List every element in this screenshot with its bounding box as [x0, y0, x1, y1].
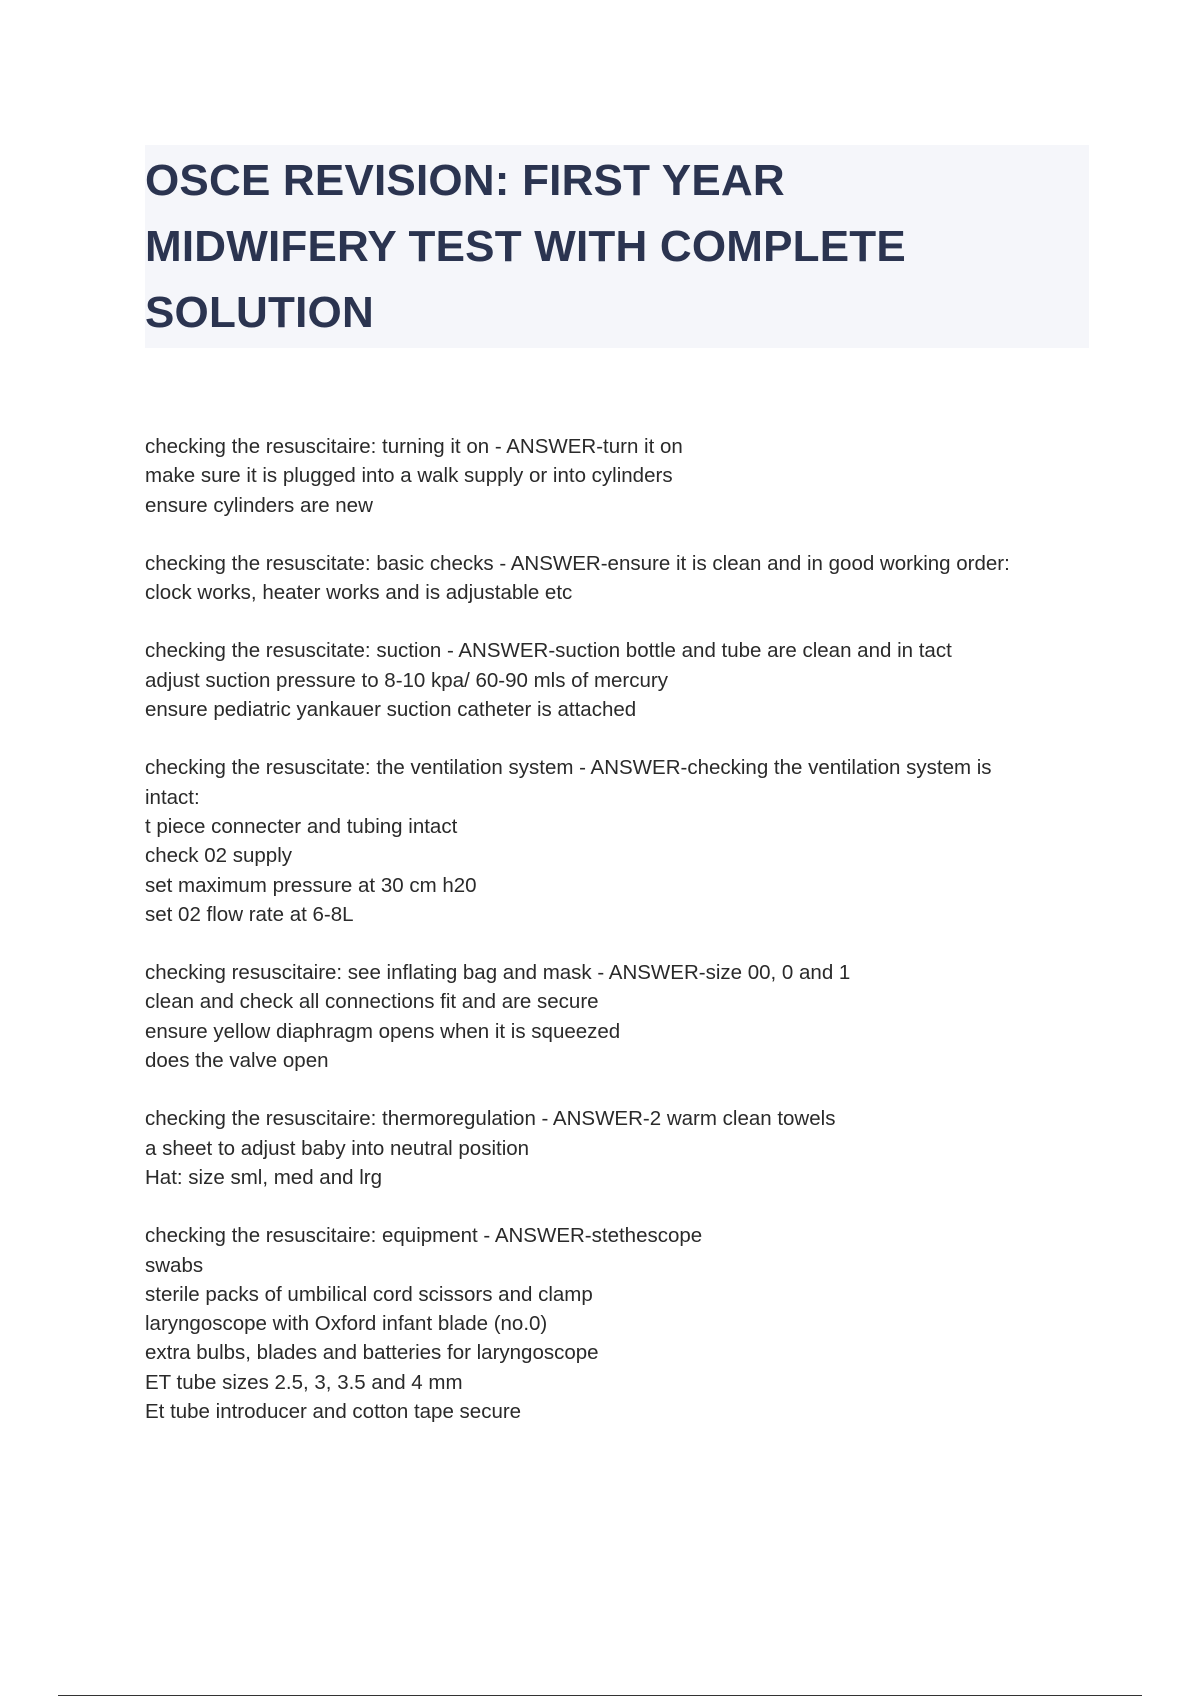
qa-item	[145, 549, 1095, 608]
question-answer-line: checking the resuscitaire: equipment - ANSWER-stethescope	[145, 1224, 703, 1248]
answer-line: adjust suction pressure to 8-10 kpa/ 60-90 mls of mercury	[145, 668, 668, 692]
answer-line: clock works, heater works and is adjustable etc	[145, 581, 573, 605]
title-banner	[145, 145, 1089, 348]
document-title: OSCE REVISION: FIRST YEAR MIDWIFERY TEST WITH COMPLETE SOLUTION	[145, 156, 906, 337]
answer-line: does the valve open	[145, 1049, 329, 1073]
answer-line: Hat: size sml, med and lrg	[145, 1165, 382, 1189]
question-answer-line: checking the resuscitaire: turning it on - ANSWER-turn it on	[145, 435, 683, 458]
answer-line: extra bulbs, blades and batteries for laryngoscope	[145, 1341, 599, 1365]
answer-line: clean and check all connections fit and are secure	[145, 990, 599, 1014]
question-answer-line: checking the resuscitate: basic checks - ANSWER-ensure it is clean and in good working order:	[145, 551, 1010, 575]
answer-line: Et tube introducer and cotton tape secure	[145, 1400, 522, 1424]
qa-item	[145, 958, 1095, 1075]
question-answer-line: checking the resuscitate: the ventilation system - ANSWER-checking the ventilation system is	[145, 756, 992, 780]
answer-line: ET tube sizes 2.5, 3, 3.5 and 4 mm	[145, 1370, 463, 1394]
answer-line: make sure it is plugged into a walk supply or into cylinders	[145, 464, 673, 488]
qa-item	[145, 1221, 1095, 1426]
answer-line: intact:	[145, 785, 200, 809]
answer-line: set 02 flow rate at 6-8L	[145, 902, 354, 926]
answer-line: a sheet to adjust baby into neutral position	[145, 1136, 530, 1160]
answer-line: t piece connecter and tubing intact	[145, 814, 458, 838]
answer-line: ensure cylinders are new	[145, 493, 373, 517]
question-answer-line: checking resuscitaire: see inflating bag and mask - ANSWER-size 00, 0 and 1	[145, 961, 851, 985]
answer-line: set maximum pressure at 30 cm h20	[145, 873, 477, 897]
qa-item	[145, 753, 1095, 929]
question-answer-line: checking the resuscitate: suction - ANSWER-suction bottle and tube are clean and in tact	[145, 639, 952, 663]
qa-item	[145, 432, 1095, 520]
answer-line: sterile packs of umbilical cord scissors and clamp	[145, 1282, 593, 1306]
question-answer-line: checking the resuscitaire: thermoregulation - ANSWER-2 warm clean towels	[145, 1107, 836, 1131]
qa-item	[145, 636, 1095, 724]
document-body	[145, 432, 1095, 1455]
footer-divider	[58, 1695, 1142, 1696]
answer-line: check 02 supply	[145, 844, 293, 868]
answer-line: swabs	[145, 1253, 204, 1277]
qa-item	[145, 1104, 1095, 1192]
answer-line: laryngoscope with Oxford infant blade (no.0)	[145, 1312, 548, 1336]
answer-line: ensure pediatric yankauer suction catheter is attached	[145, 698, 637, 722]
answer-line: ensure yellow diaphragm opens when it is squeezed	[145, 1019, 621, 1043]
